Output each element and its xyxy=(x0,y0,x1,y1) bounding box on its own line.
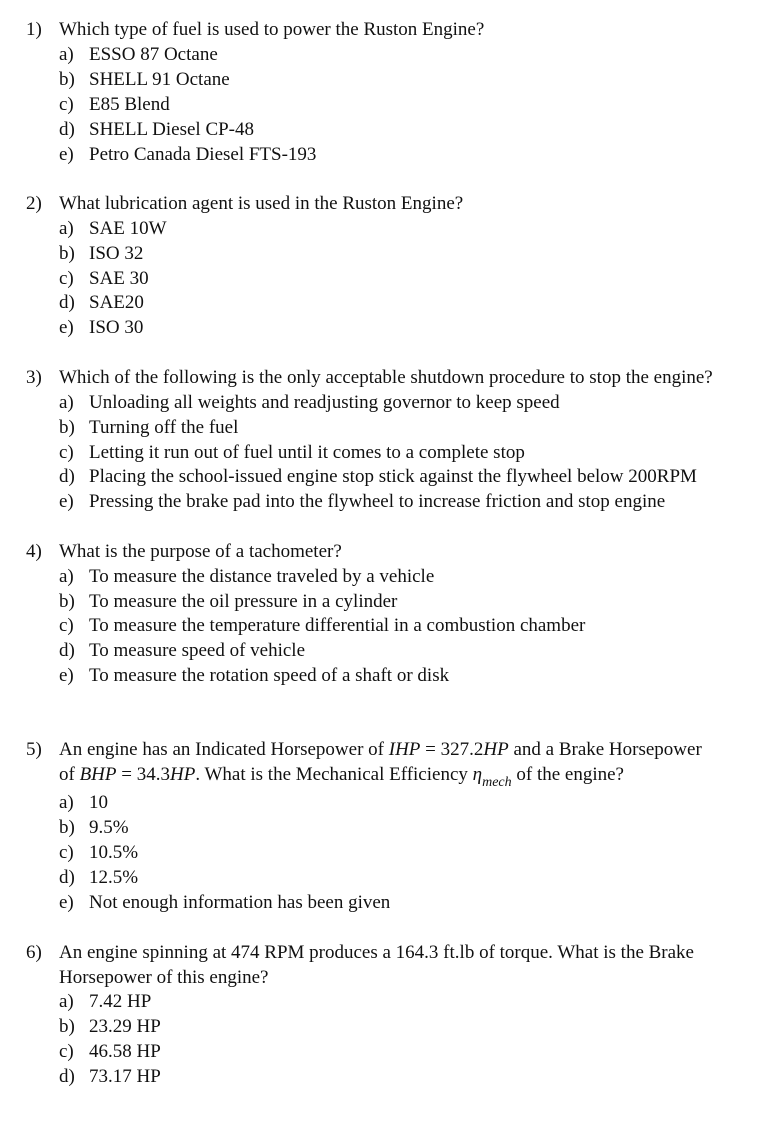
option-letter: a) xyxy=(59,792,74,813)
option-letter: b) xyxy=(59,591,75,612)
question-text: What lubrication agent is used in the Ruston Engine? xyxy=(59,193,464,214)
option-letter: d) xyxy=(59,119,75,140)
option-letter: a) xyxy=(59,991,74,1012)
eta-symbol: η xyxy=(472,764,483,785)
option-letter: a) xyxy=(59,566,74,587)
option-text: 46.58 HP xyxy=(89,1041,161,1062)
option-text: E85 Blend xyxy=(89,94,170,115)
option-letter: c) xyxy=(59,1041,74,1062)
ihp-symbol: IHP xyxy=(388,739,421,760)
option-letter: d) xyxy=(59,292,75,313)
option-text: ISO 30 xyxy=(89,317,144,338)
question-number: 3) xyxy=(26,367,42,388)
option-text: 10 xyxy=(89,792,108,813)
option-text: To measure the oil pressure in a cylinder xyxy=(89,591,398,612)
option-letter: b) xyxy=(59,243,75,264)
option-letter: a) xyxy=(59,392,74,413)
question-number: 2) xyxy=(26,193,42,214)
option-letter: e) xyxy=(59,892,74,913)
option-text: To measure the temperature differential in a combustion chamber xyxy=(89,615,586,636)
option-text: Not enough information has been given xyxy=(89,892,391,913)
option-text: ISO 32 xyxy=(89,243,144,264)
option-text: Unloading all weights and readjusting governor to keep speed xyxy=(89,392,560,413)
option-letter: e) xyxy=(59,491,74,512)
option-text: SHELL 91 Octane xyxy=(89,69,230,90)
option-text: To measure the distance traveled by a vehicle xyxy=(89,566,435,587)
option-letter: d) xyxy=(59,1066,75,1087)
eta-subscript: mech xyxy=(482,775,512,790)
option-text: ESSO 87 Octane xyxy=(89,44,218,65)
question-number: 6) xyxy=(26,942,42,963)
question-text-line-2: of BHP = 34.3HP. What is the Mechanical Efficiency $\eta_{mech}$ of the engine? xyxy=(59,764,624,790)
bhp-symbol: BHP xyxy=(79,764,117,785)
option-text: Pressing the brake pad into the flywheel to increase friction and stop engine xyxy=(89,491,666,512)
option-text: SAE 10W xyxy=(89,218,167,239)
option-letter: a) xyxy=(59,44,74,65)
question-text-line-1: An engine spinning at 474 RPM produces a 164.3 ft.lb of torque. What is the Brake xyxy=(59,942,694,963)
option-letter: b) xyxy=(59,1016,75,1037)
option-text: SHELL Diesel CP-48 xyxy=(89,119,255,140)
option-text: 23.29 HP xyxy=(89,1016,161,1037)
option-letter: c) xyxy=(59,442,74,463)
option-letter: c) xyxy=(59,842,74,863)
option-text: 73.17 HP xyxy=(89,1066,161,1087)
option-letter: b) xyxy=(59,817,75,838)
option-text: Letting it run out of fuel until it comes to a complete stop xyxy=(89,442,525,463)
option-letter: d) xyxy=(59,640,75,661)
option-text: 9.5% xyxy=(89,817,129,838)
option-text: Turning off the fuel xyxy=(89,417,239,438)
option-letter: e) xyxy=(59,665,74,686)
option-text: Placing the school-issued engine stop stick against the flywheel below 200RPM xyxy=(89,466,697,487)
option-letter: d) xyxy=(59,867,75,888)
question-number: 1) xyxy=(26,19,42,40)
option-letter: b) xyxy=(59,417,75,438)
question-text-line-1: An engine has an Indicated Horsepower of IHP = 327.2HP and a Brake Horsepower xyxy=(59,739,702,760)
option-text: 7.42 HP xyxy=(89,991,152,1012)
option-letter: a) xyxy=(59,218,74,239)
question-text: Which of the following is the only acceptable shutdown procedure to stop the engine? xyxy=(59,367,713,388)
option-text: SAE 30 xyxy=(89,268,149,289)
option-text: SAE20 xyxy=(89,292,144,313)
option-text: 10.5% xyxy=(89,842,139,863)
option-text: To measure the rotation speed of a shaft or disk xyxy=(89,665,450,686)
option-letter: e) xyxy=(59,144,74,165)
question-number: 4) xyxy=(26,541,42,562)
option-letter: b) xyxy=(59,69,75,90)
option-letter: c) xyxy=(59,268,74,289)
question-text-line-2: Horsepower of this engine? xyxy=(59,967,269,988)
option-text: Petro Canada Diesel FTS-193 xyxy=(89,144,317,165)
option-text: 12.5% xyxy=(89,867,139,888)
option-text: To measure speed of vehicle xyxy=(89,640,306,661)
option-letter: e) xyxy=(59,317,74,338)
question-number: 5) xyxy=(26,739,42,760)
option-letter: c) xyxy=(59,615,74,636)
question-text: Which type of fuel is used to power the Ruston Engine? xyxy=(59,19,485,40)
option-letter: c) xyxy=(59,94,74,115)
question-text: What is the purpose of a tachometer? xyxy=(59,541,342,562)
option-letter: d) xyxy=(59,466,75,487)
